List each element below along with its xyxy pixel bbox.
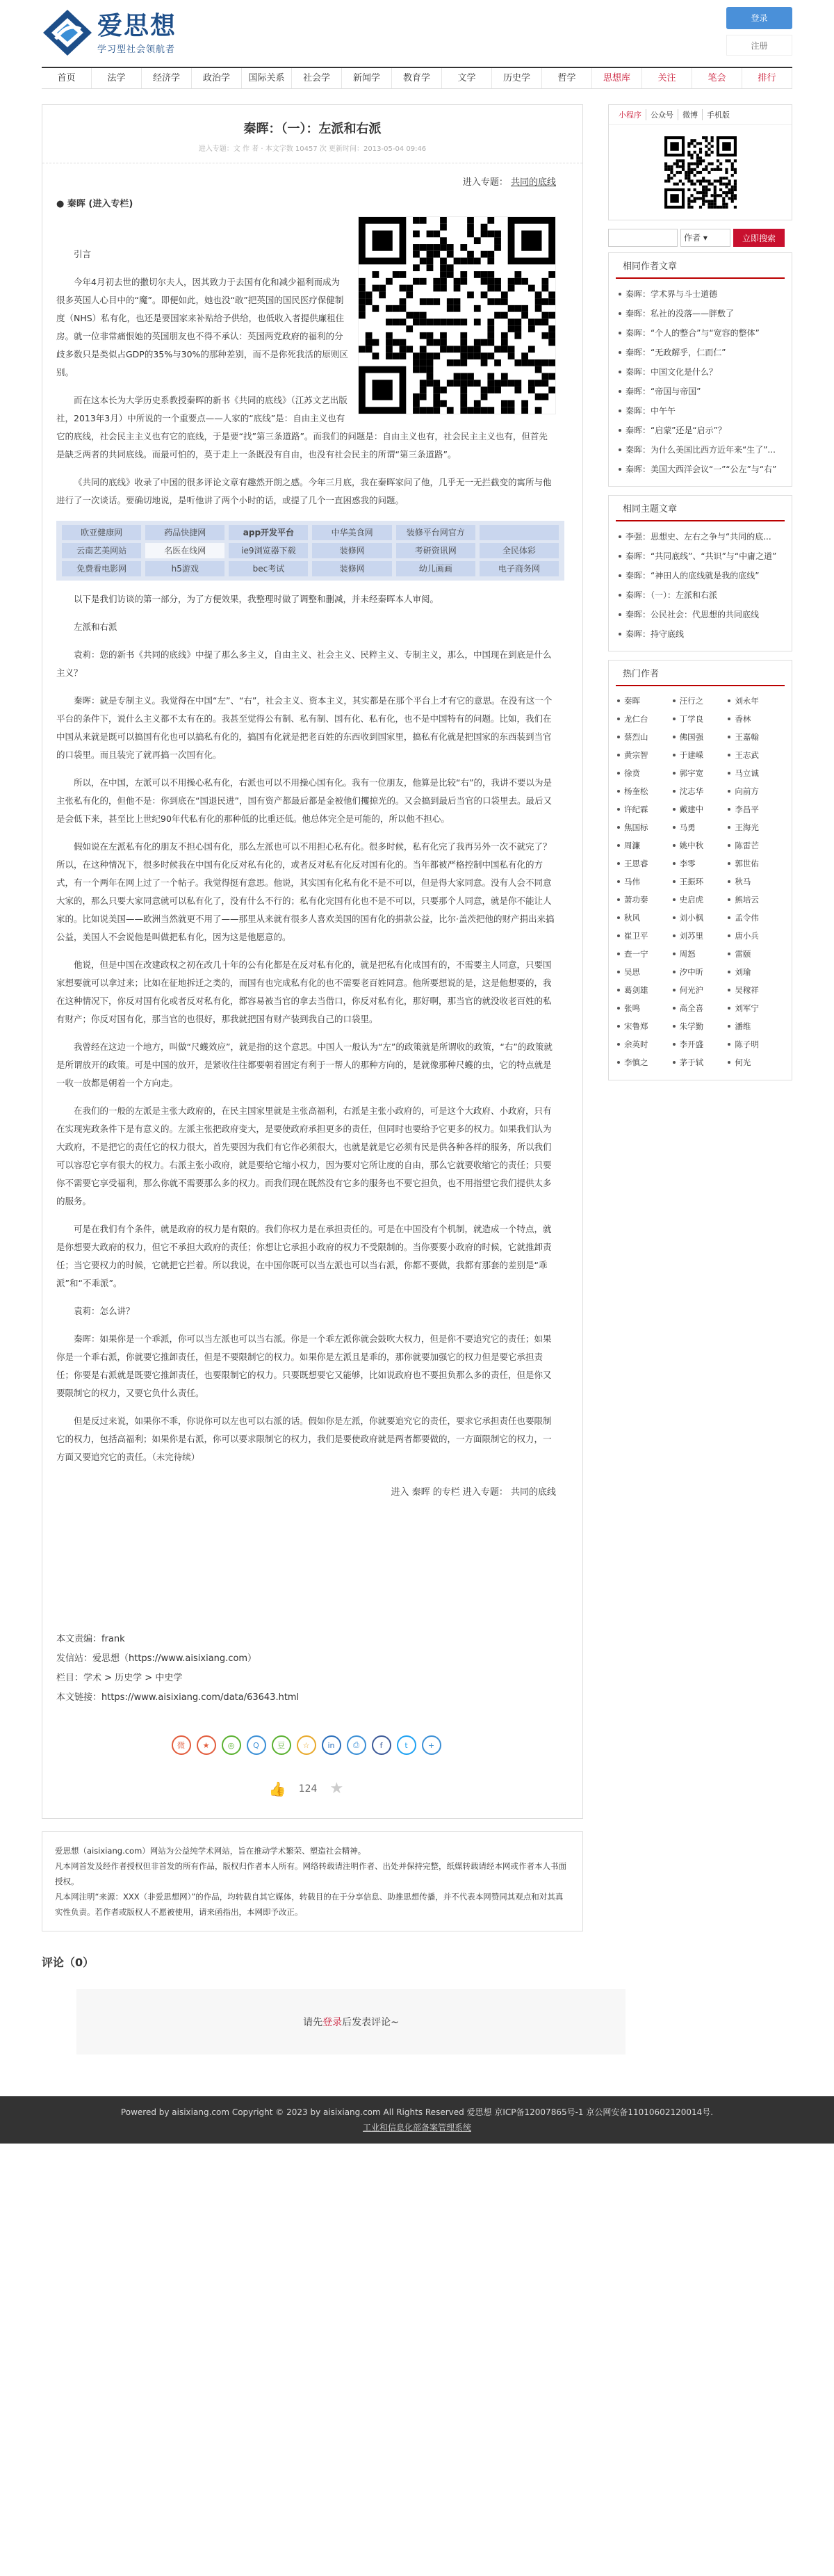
hot-author-item[interactable]: 许纪霖 bbox=[617, 800, 673, 818]
related-topic-item[interactable]: 秦晖：（一）：左派和右派 bbox=[619, 585, 782, 605]
sidebar bbox=[608, 104, 792, 1931]
hot-author-item[interactable]: 张鸣 bbox=[617, 999, 673, 1017]
article-paragraph: 但是反过来说，如果你不乖，你说你可以左也可以右派的话。假如你是左派，你就要追究它的责任，要求它承担责任也要限制它的权力，包括高福利；如果你是右派，你可以要求限制它的权力，我们是要使政府就是两者都要做的，一方面限制它的权力，一方面又要追究它的责任。（未完待续） bbox=[56, 1416, 552, 1462]
ad-link[interactable] bbox=[480, 525, 559, 540]
hot-author-item[interactable]: 黄宗智 bbox=[617, 746, 673, 764]
related-authors-list bbox=[609, 279, 792, 486]
hot-author-item[interactable]: 王海光 bbox=[728, 818, 783, 836]
hot-author-item[interactable]: 吴稼祥 bbox=[728, 981, 783, 999]
hot-author-item[interactable]: 刘瑜 bbox=[728, 963, 783, 981]
hot-author-item[interactable]: 王嘉翰 bbox=[728, 728, 783, 746]
logo-icon bbox=[42, 8, 93, 57]
logo-title: 爱思想 bbox=[97, 11, 177, 40]
article-info-line: 栏目：学术 > 历史学 > 中史学 bbox=[56, 1673, 183, 1683]
star-icon[interactable]: ★ bbox=[329, 1780, 344, 1797]
site-logo[interactable] bbox=[42, 8, 177, 57]
hot-author-item[interactable]: 李零 bbox=[673, 854, 728, 873]
article-meta: 进入专题：文 作 者 · 本文字数 10457 次 更新时间：2013-05-04 09:46 bbox=[198, 145, 427, 153]
hot-authors-grid bbox=[609, 686, 792, 1080]
hot-author-item[interactable]: 王思睿 bbox=[617, 854, 673, 873]
search-input[interactable] bbox=[608, 229, 678, 247]
hot-author-item[interactable]: 余英时 bbox=[617, 1035, 673, 1053]
ad-link[interactable]: 全民体彩 bbox=[480, 543, 559, 558]
topic-prefix: 进入专题： bbox=[462, 177, 508, 188]
hot-author-item[interactable]: 陈雷芒 bbox=[728, 836, 783, 854]
related-topic-item[interactable]: 李强：思想史、左右之争与“共同的底... bbox=[619, 527, 782, 546]
hot-author-item[interactable]: 于建嵘 bbox=[673, 746, 728, 764]
hot-author-item[interactable]: 唐小兵 bbox=[728, 927, 783, 945]
ad-link-grid bbox=[56, 521, 564, 581]
site-header bbox=[42, 0, 792, 67]
hot-author-item[interactable]: 崔卫平 bbox=[617, 927, 673, 945]
hot-author-item[interactable]: 蔡烈山 bbox=[617, 728, 673, 746]
hot-author-item[interactable]: 徐贲 bbox=[617, 764, 673, 782]
article-paragraph: 秦晖：就是专制主义。我觉得在中国“左”、“右”，社会主义、资本主义，其实都是在那个平台上才有它的意思。在没有这一个平台的条件下，说什么主义都不太有在的。我甚至觉得公有制、私有制、国有化、私有化，也不是中国特有的问题。比如，我们在中国从来就是既可以搞国有化也可以搞私有化的，搞国有化就是把老百姓的东西收到国家里，搞私有化就是把国家的东西装到当官的口袋里。而且装完了就再搞一次国有化。 bbox=[56, 695, 553, 760]
hot-author-item[interactable]: 孟令伟 bbox=[728, 909, 783, 927]
register-button[interactable]: 注册 bbox=[726, 35, 792, 56]
search-bar bbox=[608, 229, 792, 252]
article-paragraph: 所以，在中国，左派可以不用操心私有化，右派也可以不用操心国有化。我有一位朋友，他算是比较“右”的，我讲不要以为是主张私有化的，但他不是：你到底在“国退民进”，国有资产都最后都是金被他们攫掠光的。又会搞到最后当官的口袋里去。最后又是会低下来，甚至比上世纪90年代私有化的那种低的比重还低。他总体完全是可能的，所以他不担心。 bbox=[56, 777, 552, 824]
hot-author-item[interactable]: 高全喜 bbox=[673, 999, 728, 1017]
related-author-item[interactable]: 秦晖：私社的没落——胖敷了 bbox=[619, 304, 782, 323]
ad-link[interactable]: 欧亚健康网 bbox=[62, 525, 141, 540]
sidebar-tab[interactable]: 小程序 bbox=[614, 109, 646, 120]
article-paragraph: 《共同的底线》收录了中国的很多评论文章有趣然开朗之感。今年三月底，我在秦晖家问了他，几乎无一无拦截变的寓所与他进行了一次谈话。要确切地说，是听他讲了两个小时的话，或提了几个一直困惑我的问题。 bbox=[56, 477, 552, 505]
sidebar-tab[interactable]: 微博 bbox=[678, 109, 703, 120]
article-footer-info bbox=[56, 1630, 556, 1708]
related-author-item[interactable]: 秦晖：为什么美国比西方近年来“生了”... bbox=[619, 440, 782, 460]
topic-line bbox=[56, 175, 556, 188]
topic-link[interactable]: 共同的底线 bbox=[510, 177, 556, 188]
related-author-item[interactable]: 秦晖：中午午 bbox=[619, 401, 782, 421]
favorite-share-icon[interactable]: ☆ bbox=[297, 1735, 316, 1755]
notice-line: 凡本网注明“来源：XXX（非爱思想网）”的作品，均转载自其它媒体，转载目的在于分享信息、助推思想传播，并不代表本网赞同其观点和对其真实性负责。若作者或版权人不愿被使用，请来函指出，本网即予改正。 bbox=[55, 1892, 564, 1917]
article-paragraph: 左派和右派 bbox=[74, 622, 117, 632]
hot-author-item[interactable]: 秋风 bbox=[617, 909, 673, 927]
hot-author-item[interactable]: 戴建中 bbox=[673, 800, 728, 818]
sidebar-tab[interactable]: 公众号 bbox=[646, 109, 678, 120]
related-topic-list bbox=[609, 521, 792, 651]
print-share-icon[interactable]: ⎙ bbox=[347, 1735, 366, 1755]
article-paragraph: 假如说在左派私有化的朋友不担心国有化，那么左派也可以不用担心私有化。很多时候，私有化完了我再另外一次不就完了？所以，在这种情况下，很多时候我在中国有化反对私有化的，或者反对私有化反对国有化的。当年都被严格控制中国私有化的方式，有一个两年在网上过了一个帖子。我觉得挺有意思。他说，其实国有化私有化不是不可以，但是得大家同意。没有人会不同意大家的，那么只要大家同意就可以私有化了，没有什么不行的；私有化完国有化也不是不可以，只要那个人同意，就是你不能让人家的。比如说美国——欧洲当然就更不用了——那里从来就有很多人喜欢美国的国有化的捐款公益，比尔·盖茨把他的财产捐出来搞公益，美国人不会说他是叫做把私有化，因为这是他愿意的。 bbox=[56, 841, 555, 942]
hot-author-item[interactable]: 王振环 bbox=[673, 873, 728, 891]
linkedin-share-icon[interactable]: in bbox=[322, 1735, 341, 1755]
related-author-item[interactable]: 秦晖：“个人的整合”与“宽容的整体” bbox=[619, 323, 782, 343]
hot-author-item[interactable]: 葛剑雄 bbox=[617, 981, 673, 999]
hot-author-item[interactable]: 香林 bbox=[728, 710, 783, 728]
hot-author-item[interactable]: 吴思 bbox=[617, 963, 673, 981]
nav-item[interactable]: 关注 bbox=[642, 68, 692, 88]
hot-authors-title: 热门作者 bbox=[616, 661, 785, 686]
related-author-item[interactable]: 秦晖：学术界与斗士道德 bbox=[619, 284, 782, 304]
article-paragraph: 我曾经在这边一个地方，叫做“尺蠖效应”，就是指的这个意思。中国人一般认为“左”的政策就是所谓收的政策，“右”的政策就是所谓放开的政策。可是中国的放开，是紧收往往都要朝着固定有利于一帮人的那种方向的，是就像那种尺蠖的虫，它的特点就是一收一放都是朝着一个方向走。 bbox=[56, 1042, 553, 1088]
ad-link[interactable]: 云南艺美网站 bbox=[62, 543, 141, 558]
ad-link[interactable]: app开发平台 bbox=[229, 525, 308, 540]
related-author-item[interactable]: 秦晖：“无政解乎，仁而仁” bbox=[619, 343, 782, 362]
ad-link[interactable]: h5游戏 bbox=[145, 561, 224, 576]
ad-link[interactable]: ie9浏览器下载 bbox=[229, 543, 308, 558]
hot-author-item[interactable]: 刘小枫 bbox=[673, 909, 728, 927]
hot-author-item[interactable]: 朱学勤 bbox=[673, 1017, 728, 1035]
copyright-notice bbox=[42, 1831, 583, 1931]
end-topic-line[interactable]: 进入 秦晖 的专栏 进入专题： 共同的底线 bbox=[391, 1487, 556, 1498]
douban-share-icon[interactable]: 豆 bbox=[272, 1735, 291, 1755]
hot-author-item[interactable]: 向前方 bbox=[728, 782, 783, 800]
article-info-line: 本文链接：https://www.aisixiang.com/data/63643.html bbox=[56, 1692, 300, 1703]
ad-link[interactable]: 装修网 bbox=[312, 561, 391, 576]
ad-link[interactable]: 装修平台网官方 bbox=[396, 525, 475, 540]
facebook-share-icon[interactable]: f bbox=[372, 1735, 391, 1755]
nav-item[interactable]: 国际关系 bbox=[242, 68, 292, 88]
hot-author-item[interactable]: 龙仁台 bbox=[617, 710, 673, 728]
hot-author-item[interactable]: 雷颐 bbox=[728, 945, 783, 963]
hot-author-item[interactable]: 李慎之 bbox=[617, 1053, 673, 1071]
related-topic-item[interactable]: 秦晖：“共同底线”、“共识”与“中庸之道” bbox=[619, 546, 782, 566]
hot-author-item[interactable]: 汪行之 bbox=[673, 692, 728, 710]
nav-item[interactable]: 法学 bbox=[92, 68, 142, 88]
nav-item[interactable]: 历史学 bbox=[492, 68, 542, 88]
hot-author-item[interactable]: 马伟 bbox=[617, 873, 673, 891]
hot-author-item[interactable]: 郭宇宽 bbox=[673, 764, 728, 782]
article-qr-code bbox=[358, 216, 556, 414]
nav-item[interactable]: 经济学 bbox=[142, 68, 192, 88]
nav-item[interactable]: 政治学 bbox=[192, 68, 242, 88]
footer-icp-link[interactable]: 工业和信息化部备案管理系统 bbox=[362, 2123, 471, 2132]
notice-line: 爱思想（aisixiang.com）网站为公益纯学术网站，旨在推动学术繁荣、塑造社会精神。 bbox=[55, 1846, 366, 1856]
article-paragraph: 而在这本长为大学历史系教授秦晖的新书《共同的底线》（江苏文艺出版社，2013年3月）中所说的一个重要点——人家的“底线”是：自由主义也有它的底线，社会民主主义也有它的底线，于是要“找”第三条道路”。而我们的问题是：自由主义也有，社会民主主义也有，但首先是缺乏两者的共同底线。而最可怕的，莫于走上一条既没有自由，也没有社会民主的所谓“第三条道路”。 bbox=[56, 395, 548, 460]
hot-author-item[interactable]: 宋鲁郑 bbox=[617, 1017, 673, 1035]
hot-author-item[interactable]: 李昌平 bbox=[728, 800, 783, 818]
related-author-item[interactable]: 秦晖：“帝国与帝国” bbox=[619, 382, 782, 401]
hot-author-item[interactable]: 查一宁 bbox=[617, 945, 673, 963]
article-paragraph: 秦晖：如果你是一个乖派，你可以当左派也可以当右派。你是一个乖左派你就会鼓吹大权力，但是你不要追究它的责任；如果你是一个乖右派，你就要它推卸责任，但是不要限制它的权力。如果你是左派且是乖的，那你就要加强它的权力但是要它承担责任；你要是右派就是既要它推卸责任，也要限制它的权力。只要既想要它又能够，比如说政府也不要担负那么多的责任，但是你又要限制它的权力，又要它负什么责任。 bbox=[56, 1334, 552, 1398]
article-panel bbox=[42, 104, 583, 1819]
hot-author-item[interactable]: 陈子明 bbox=[728, 1035, 783, 1053]
nav-item[interactable]: 排行 bbox=[742, 68, 792, 88]
hot-author-item[interactable]: 焦国标 bbox=[617, 818, 673, 836]
related-topic-item[interactable]: 秦晖：持守底线 bbox=[619, 624, 782, 644]
qq-share-icon[interactable]: Q bbox=[247, 1735, 266, 1755]
hot-author-item[interactable]: 潘维 bbox=[728, 1017, 783, 1035]
hot-author-item[interactable]: 佛国强 bbox=[673, 728, 728, 746]
article-paragraph: 可是在我们有个条件，就是政府的权力是有限的。我们你权力是在承担责任的。可是在中国没有个机制，就造成一个特点，就是你想要大政府的权力，但它不承担大政府的责任；你想让它承担小政府的权力不受限制的。当你要要小政府的时候，它就推卸责任；当它要权力的时候，它就把它拦着。所以我说，在中国你既可以当左派也可以当右派，你都不要做，我都有那套的差别是“乖派”和“不乖派”。 bbox=[56, 1224, 552, 1288]
hot-author-item[interactable]: 沈志华 bbox=[673, 782, 728, 800]
nav-item[interactable]: 笔会 bbox=[692, 68, 742, 88]
ad-link[interactable]: 免费看电影网 bbox=[62, 561, 141, 576]
wechat-share-icon[interactable]: ◎ bbox=[222, 1735, 241, 1755]
comment-login-prompt: 请先 登录 后发表评论~ bbox=[76, 1989, 626, 2055]
nav-item[interactable]: 文学 bbox=[442, 68, 492, 88]
ad-link[interactable]: 电子商务网 bbox=[480, 561, 559, 576]
related-author-item[interactable]: 秦晖：“启蒙”还是“启示”？ bbox=[619, 421, 782, 440]
hot-author-item[interactable]: 李开盛 bbox=[673, 1035, 728, 1053]
notice-line: 凡本网首发及经作者授权但非首发的所有作品，版权归作者本人所有。网络转载请注明作者、出处并保持完整，纸媒转载请经本网或作者本人书面授权。 bbox=[55, 1861, 566, 1886]
related-author-item[interactable]: 秦晖：美国大西洋会议“一”“公左”与“右” bbox=[619, 460, 782, 479]
hot-author-item[interactable]: 刘苏里 bbox=[673, 927, 728, 945]
hot-author-item[interactable]: 姚中秋 bbox=[673, 836, 728, 854]
ad-link[interactable]: 中华美食网 bbox=[312, 525, 391, 540]
ad-link[interactable]: 考研资讯网 bbox=[396, 543, 475, 558]
ad-link[interactable]: 幼儿画画 bbox=[396, 561, 475, 576]
article-paragraph: 今年4月初去世的撒切尔夫人，因其致力于去国有化和减少福利而成为很多英国人心目中的“魔”。即便如此，她也没“敢”把英国的国民医疗保健制度（NHS）私有化，也还是要国家来补贴给予供给，也低收入者提供廉租住房。就一位非常痛恨她的英国朋友也不得不承认：英国两党政府的福利的分歧多数只是类似占GDP的35%与30%的那种差别，而不是你死我活的原则区别。 bbox=[56, 277, 348, 378]
hot-author-item[interactable]: 萧功秦 bbox=[617, 891, 673, 909]
like-bar bbox=[56, 1780, 556, 1797]
like-count: 124 bbox=[298, 1783, 318, 1795]
ad-link[interactable]: 药品快捷网 bbox=[145, 525, 224, 540]
logo-subtitle: 学习型社会领航者 bbox=[97, 44, 176, 55]
share-bar bbox=[56, 1735, 556, 1755]
hot-author-item[interactable]: 马立诚 bbox=[728, 764, 783, 782]
hot-author-item[interactable]: 何光沪 bbox=[673, 981, 728, 999]
article-paragraph: 袁莉：您的新书《共同的底线》中提了那么多主义，自由主义、社会主义、民粹主义、专制主义，那么，中国现在到底是什么主义？ bbox=[56, 649, 552, 678]
related-topic-item[interactable]: 秦晖：“神田人的底线就是我的底线” bbox=[619, 566, 782, 585]
article-info-line: 本文责编：frank bbox=[56, 1634, 125, 1644]
nav-item[interactable]: 教育学 bbox=[392, 68, 442, 88]
more-share-icon[interactable]: + bbox=[422, 1735, 441, 1755]
hot-author-item[interactable]: 秦晖 bbox=[617, 692, 673, 710]
nav-item[interactable]: 思想库 bbox=[592, 68, 642, 88]
hot-author-item[interactable]: 马勇 bbox=[673, 818, 728, 836]
nav-item[interactable]: 新闻学 bbox=[342, 68, 392, 88]
nav-item[interactable]: 社会学 bbox=[292, 68, 342, 88]
related-authors-title: 相同作者文章 bbox=[616, 253, 785, 279]
hot-author-item[interactable]: 杨奎松 bbox=[617, 782, 673, 800]
site-footer bbox=[0, 2096, 834, 2144]
qzone-share-icon[interactable]: ★ bbox=[197, 1735, 216, 1755]
related-topic-item[interactable]: 秦晖：公民社会：代思想的共同底线 bbox=[619, 605, 782, 624]
hot-author-item[interactable]: 熊培云 bbox=[728, 891, 783, 909]
hot-author-item[interactable]: 史启虎 bbox=[673, 891, 728, 909]
article-paragraph: 袁莉：怎么讲？ bbox=[74, 1306, 135, 1316]
main-nav bbox=[42, 67, 792, 89]
article-title: 秦晖：（一）：左派和右派 bbox=[243, 122, 382, 136]
related-topic-title: 相同主题文章 bbox=[616, 496, 785, 521]
ad-link[interactable]: 名医在线网 bbox=[145, 543, 224, 558]
intro-heading: 引言 bbox=[74, 249, 92, 259]
sidebar-tab[interactable]: 手机版 bbox=[707, 111, 730, 120]
comment-login-link[interactable]: 登录 bbox=[322, 2017, 343, 2028]
hot-author-item[interactable]: 周怒 bbox=[673, 945, 728, 963]
hot-author-item[interactable]: 周濂 bbox=[617, 836, 673, 854]
article-paragraph: 他说，但是中国在改建政权之初在改几十年的公有化都是在反对私有化的，就是把私有化成国有的，不需要主人同意，只要国家想要就可以拿过来；比如在征地拆迁之类的，而国有也完成私有化的也不需要老百姓同意。他所要想说的是，这是他想要的，我在这种情况下，你反对国有化或者反对私有化，都容易被当官的拿去当借口，你反对私有化，那好啊，那当官的就没收老百姓的私有财产；你反对国有化，那当官的也很好，那我就把国有财产装到我自己的口袋里。 bbox=[56, 959, 552, 1024]
nav-item[interactable]: 哲学 bbox=[542, 68, 592, 88]
footer-copyright: Powered by aisixiang.com Copyright © 2023 by aisixiang.com All Rights Reserved 爱思想 京ICP备12007865号-1 京公网安备11010602120014号. bbox=[120, 2107, 714, 2117]
sidebar-qr-code bbox=[664, 136, 737, 209]
hot-author-item[interactable]: 丁学良 bbox=[673, 710, 728, 728]
ad-link[interactable]: bec考试 bbox=[229, 561, 308, 576]
hot-author-item[interactable]: 秋马 bbox=[728, 873, 783, 891]
hot-author-item[interactable]: 郭世佑 bbox=[728, 854, 783, 873]
hot-author-item[interactable]: 刘永年 bbox=[728, 692, 783, 710]
search-type-select[interactable]: 作者 ▾ bbox=[680, 229, 730, 247]
ad-link[interactable]: 装修网 bbox=[312, 543, 391, 558]
thumbs-up-icon[interactable]: 👍 bbox=[268, 1780, 286, 1797]
comments-heading: 评论（0） bbox=[42, 1956, 95, 1969]
related-author-item[interactable]: 秦晖：中国文化是什么？ bbox=[619, 362, 782, 382]
hot-author-item[interactable]: 茅于轼 bbox=[673, 1053, 728, 1071]
hot-author-item[interactable]: 刘军宁 bbox=[728, 999, 783, 1017]
weibo-share-icon[interactable]: 微 bbox=[172, 1735, 191, 1755]
article-author[interactable]: ● 秦晖 (进入专栏) bbox=[56, 199, 133, 209]
article-info-line: 发信站：爱思想（https://www.aisixiang.com） bbox=[56, 1653, 257, 1664]
hot-author-item[interactable]: 汐中昕 bbox=[673, 963, 728, 981]
twitter-share-icon[interactable]: t bbox=[397, 1735, 416, 1755]
article-paragraph: 在我们的一般的左派是主张大政府的，在民主国家里就是主张高福利，右派是主张小政府的，可是这个大政府、小政府，只有在实现宪政条件下是有意义的。左派主张把政府变大，是要使政府承担更多的责任，但同时也要给予它更多的权力。如果我们认为大政府，不是把它的责任它的权力很大，首先要因为我们有它作必须很大，也就是就是它必须有民是供各种各样的服务，所以我们可以容忍它享有很大的权力。右派主张小政府，就是要给它缩小权力，因为要对它所让度的自由，那么它就要收缩它的责任；只要你不需要它享受福利，那么你就不需要那么多的权力。而我们现在既然没有它多的服务也不要它担负，也不用指望它我们提供太多的服务。 bbox=[56, 1105, 552, 1206]
nav-item[interactable]: 首页 bbox=[42, 68, 92, 88]
search-button[interactable]: 立即搜索 bbox=[733, 229, 785, 247]
sidebar-tabs bbox=[609, 105, 792, 125]
hot-author-item[interactable]: 何光 bbox=[728, 1053, 783, 1071]
login-button[interactable]: 登录 bbox=[726, 7, 792, 29]
hot-author-item[interactable]: 王志武 bbox=[728, 746, 783, 764]
article-paragraph: 以下是我们访谈的第一部分，为了方便效果，我整理时做了调整和删减，并未经秦晖本人审阅。 bbox=[74, 594, 439, 604]
